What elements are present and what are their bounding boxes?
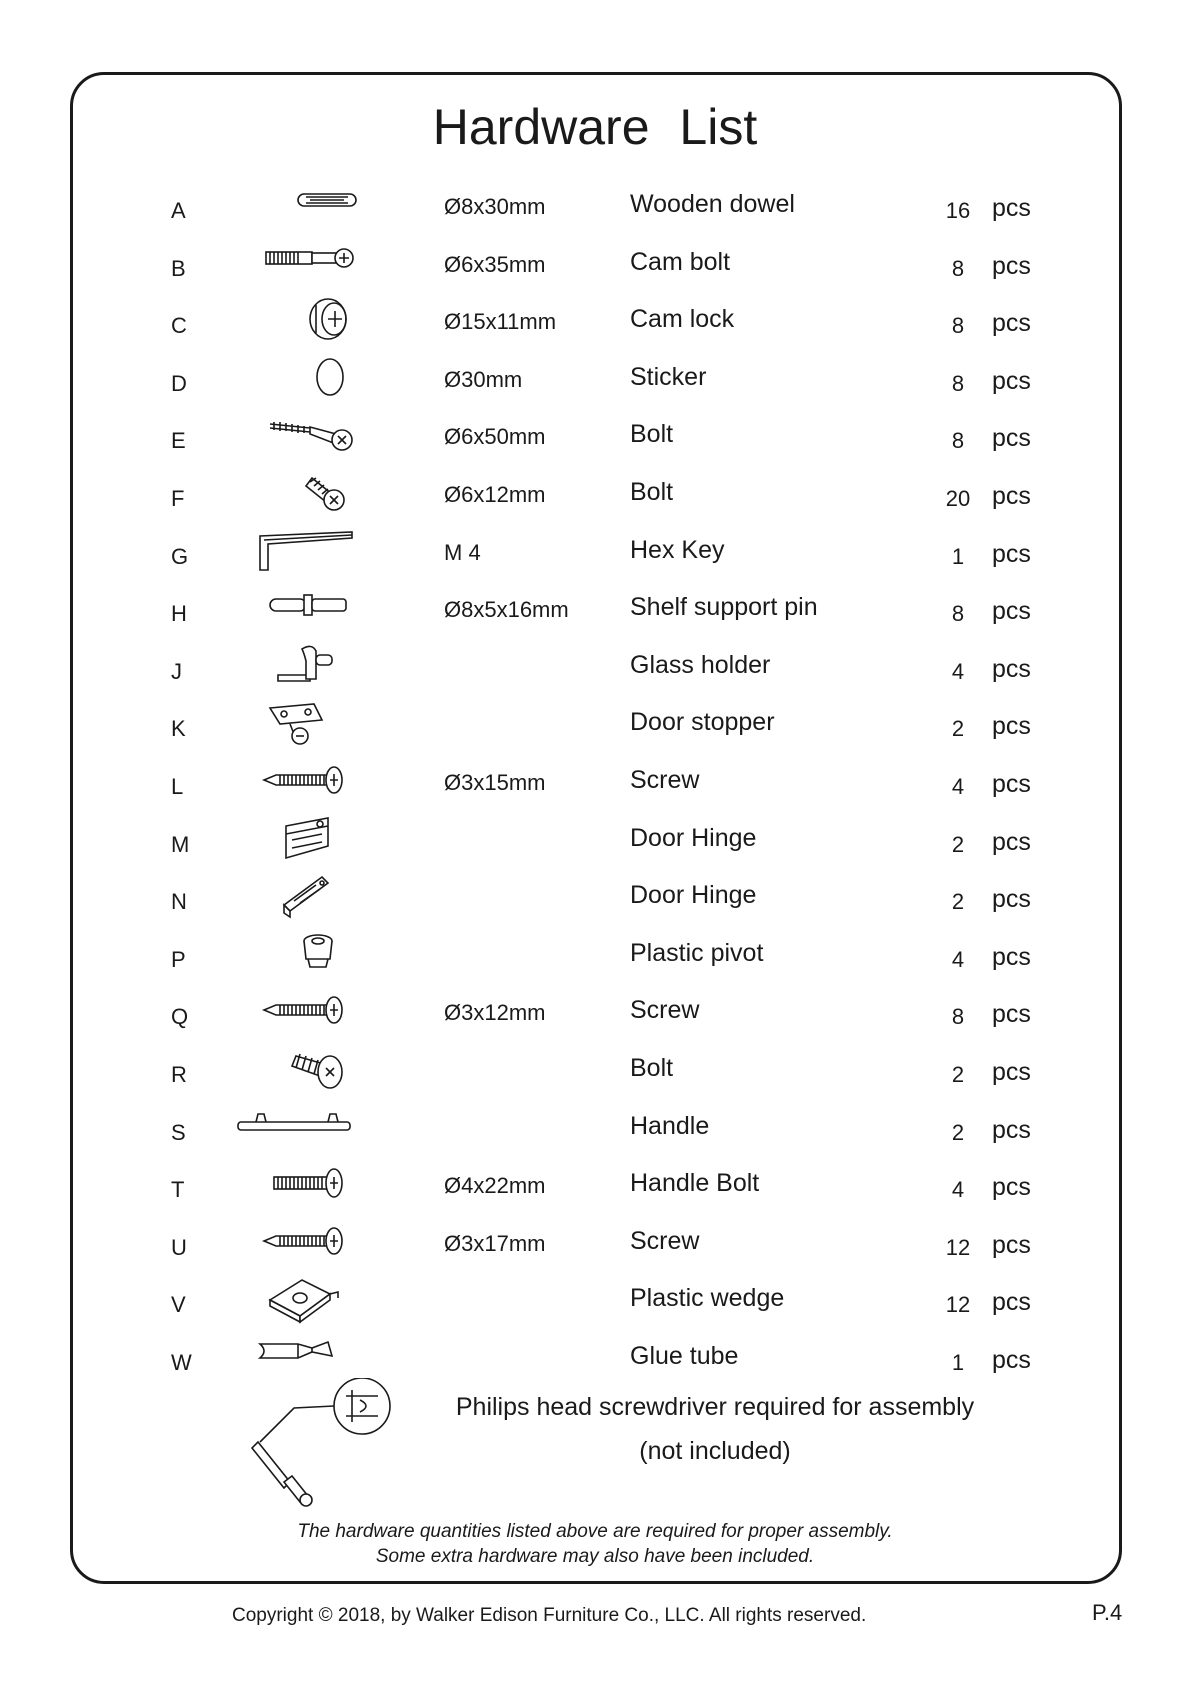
part-description: Door stopper [630,708,775,737]
disclaimer-line: Some extra hardware may also have been included. [375,1546,815,1567]
page-number: P.4 [1092,1600,1123,1625]
part-description: Bolt [630,478,674,506]
table-row [0,464,1190,522]
part-unit: pcs [992,827,1031,856]
table-row [0,752,1190,810]
part-letter: Q [171,1004,189,1030]
part-description: Handle Bolt [630,1169,760,1198]
part-quantity: 2 [951,1119,965,1145]
part-description: Handle [630,1111,710,1140]
part-letter: V [171,1292,186,1318]
part-quantity: 1 [951,1350,965,1375]
copyright: Copyright © 2018, by Walker Edison Furniture Co., LLC. All rights reserved. [232,1605,867,1626]
part-letter: E [171,428,186,454]
screwdriver-icon [250,1378,400,1508]
part-letter: B [171,255,186,281]
hex-key-icon [250,522,380,578]
part-quantity: 8 [951,601,965,627]
page-title: Hardware List [432,99,758,155]
part-unit: pcs [992,1173,1031,1202]
part-description: Door Hinge [630,881,757,910]
part-letter: A [171,198,186,223]
part-quantity: 8 [951,1004,965,1030]
part-size: Ø6x12mm [444,482,546,507]
door-hinge-icon [250,810,380,866]
part-unit: pcs [992,597,1031,626]
tool-note-sub: (not included) [639,1437,791,1465]
part-quantity: 16 [945,198,971,223]
plastic-pivot-icon [250,925,380,981]
part-size: Ø4x22mm [444,1173,546,1199]
table-row [0,234,1190,292]
long-bolt-icon [250,406,380,462]
part-quantity: 2 [951,1062,965,1087]
part-description: Shelf support pin [630,593,818,622]
door-stopper-icon [250,694,380,750]
part-letter: U [171,1234,187,1260]
sticker-icon [250,349,380,405]
part-letter: R [171,1062,187,1087]
table-row [0,291,1190,349]
part-unit: pcs [992,1230,1031,1259]
part-description: Plastic pivot [630,938,764,967]
glass-holder-icon [250,637,380,693]
part-description: Sticker [630,362,707,391]
stub-bolt-icon [250,1040,380,1096]
table-row [0,1155,1190,1213]
tool-note: Philips head screwdriver required for assembly [455,1393,975,1421]
part-letter: F [171,486,185,511]
part-description: Cam lock [630,305,735,334]
part-quantity: 2 [951,831,965,857]
table-row [0,637,1190,695]
part-unit: pcs [992,482,1031,510]
table-row [0,176,1190,234]
part-size: Ø8x5x16mm [444,597,569,623]
part-unit: pcs [992,424,1031,453]
part-letter: L [171,774,184,799]
part-unit: pcs [992,1000,1031,1029]
part-quantity: 1 [951,543,965,569]
table-row [0,1040,1190,1098]
part-unit: pcs [992,366,1031,395]
part-unit: pcs [992,654,1031,683]
part-unit: pcs [992,942,1031,971]
cam-lock-icon [250,291,380,347]
table-row [0,810,1190,868]
screw-icon [250,752,380,808]
part-letter: M [171,831,190,857]
handle-icon [250,1098,380,1154]
part-unit: pcs [992,712,1031,741]
table-row [0,406,1190,464]
part-unit: pcs [992,1115,1031,1144]
table-row [0,349,1190,407]
part-unit: pcs [992,1288,1031,1317]
part-unit: pcs [992,885,1031,914]
part-description: Screw [630,996,700,1025]
part-description: Plastic wedge [630,1284,785,1313]
part-quantity: 12 [945,1234,971,1260]
handle-bolt-icon [250,1155,380,1211]
part-size: Ø6x50mm [444,424,546,450]
part-description: Glue tube [630,1342,739,1370]
shelf-pin-icon [250,579,380,635]
part-letter: D [171,370,187,396]
part-quantity: 4 [951,774,965,799]
part-quantity: 4 [951,658,965,684]
part-letter: J [171,658,182,684]
part-quantity: 2 [951,889,965,915]
screw-icon [250,1213,380,1269]
part-letter: K [171,716,186,742]
part-quantity: 8 [951,255,965,281]
part-quantity: 8 [951,313,965,339]
part-size: M 4 [444,539,481,565]
short-bolt-icon [250,464,380,520]
part-unit: pcs [992,309,1031,338]
part-letter: S [171,1119,186,1145]
disclaimer-line: The hardware quantities listed above are required for proper assembly. [297,1521,893,1542]
part-size: Ø3x12mm [444,1000,546,1026]
part-quantity: 8 [951,428,965,454]
part-size: Ø3x15mm [444,770,546,795]
part-letter: T [171,1177,185,1203]
part-description: Bolt [630,420,674,449]
part-description: Hex Key [630,535,725,564]
part-description: Screw [630,1226,700,1255]
part-size: Ø8x30mm [444,194,546,219]
part-letter: P [171,946,186,972]
part-description: Wooden dowel [630,190,795,218]
table-row [0,982,1190,1040]
part-unit: pcs [992,1346,1031,1374]
part-size: Ø30mm [444,366,523,392]
plastic-wedge-icon [250,1270,380,1326]
part-letter: N [171,889,187,915]
part-description: Glass holder [630,650,771,679]
door-hinge-flat-icon [250,867,380,923]
part-quantity: 20 [945,486,971,511]
part-description: Cam bolt [630,247,731,276]
table-row [0,694,1190,752]
screw-icon [250,982,380,1038]
part-letter: W [171,1350,192,1375]
table-row [0,1270,1190,1328]
wooden-dowel-icon [250,176,380,232]
part-size: Ø3x17mm [444,1230,546,1256]
part-quantity: 4 [951,1177,965,1203]
part-letter: C [171,313,187,339]
part-quantity: 2 [951,716,965,742]
part-description: Door Hinge [630,823,757,852]
part-quantity: 8 [951,370,965,396]
table-row [0,867,1190,925]
cam-bolt-icon [250,234,380,290]
part-quantity: 4 [951,946,965,972]
part-unit: pcs [992,194,1031,222]
part-quantity: 12 [945,1292,971,1318]
table-row [0,522,1190,580]
part-letter: H [171,601,187,627]
glue-tube-icon [250,1328,380,1384]
part-description: Bolt [630,1054,674,1082]
part-size: Ø6x35mm [444,251,546,277]
part-unit: pcs [992,770,1031,798]
part-unit: pcs [992,539,1031,568]
part-unit: pcs [992,251,1031,280]
part-size: Ø15x11mm [444,309,557,335]
table-row [0,579,1190,637]
table-row [0,1328,1190,1386]
part-description: Screw [630,766,700,794]
part-unit: pcs [992,1058,1031,1086]
table-row [0,1213,1190,1271]
table-row [0,1098,1190,1156]
part-letter: G [171,543,189,569]
table-row [0,925,1190,983]
